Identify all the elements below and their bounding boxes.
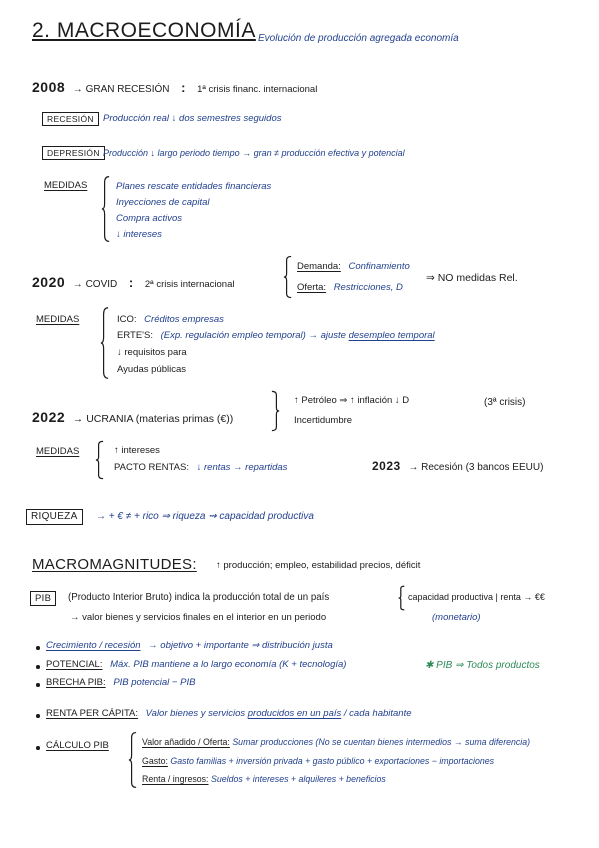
medida-2022-item: ↑ intereses [114, 445, 160, 456]
item-label: PACTO RENTAS: [114, 462, 189, 473]
item-text: (Exp. regulación empleo temporal) → ajuste [160, 330, 346, 341]
crisis-2020-description: 2ª crisis internacional [144, 279, 235, 290]
method-label: Valor añadido / Oferta: [142, 737, 230, 747]
item-text: Créditos empresas [144, 314, 224, 325]
riqueza-text: → + € ≠ + rico ⇒ riqueza ⇝ capacidad productiva [96, 511, 314, 522]
item-highlight: desempleo temporal [348, 330, 435, 341]
medidas-2008-label: MEDIDAS [44, 180, 88, 191]
bullet-text: Valor bienes y servicios [145, 708, 246, 719]
item-text: ↓ rentas → repartidas [196, 462, 288, 473]
bullet-text: PIB potencial − PIB [113, 677, 196, 688]
bullet-brecha [46, 677, 195, 688]
cause-text: Restricciones, D [333, 282, 403, 293]
crisis-2022-note: (3ª crisis) [484, 397, 526, 408]
cause-oferta [297, 282, 403, 293]
bullet-icon [36, 746, 40, 750]
medida-2022-item [114, 462, 287, 473]
cause-label: Demanda: [297, 261, 341, 272]
crisis-2022-effect: Incertidumbre [294, 415, 353, 426]
crisis-2020-event: → COVID [72, 279, 118, 290]
item-label: ERTE'S: [117, 330, 153, 341]
brace-icon [283, 256, 292, 298]
term-depresion: DEPRESIÓN [42, 146, 105, 160]
brace-icon [128, 732, 137, 788]
medida-2008-item: Compra activos [116, 213, 182, 224]
bullet-label: BRECHA PIB: [46, 677, 106, 688]
medidas-2020-label: MEDIDAS [36, 314, 80, 325]
pib-definition: (Producto Interior Bruto) indica la producción total de un país [68, 592, 330, 603]
macromagnitudes-objectives: ↑ producción; empleo, estabilidad precios, déficit [216, 560, 421, 571]
crisis-2020-row [32, 274, 234, 291]
method-label: Renta / ingresos: [142, 774, 209, 784]
term-riqueza: RIQUEZA [26, 509, 83, 525]
medida-2008-item: ↓ intereses [116, 229, 162, 240]
calculo-pib-label: CÁLCULO PIB [46, 740, 109, 751]
brace-icon [101, 176, 110, 242]
bullet-tail: / cada habitante [343, 708, 412, 719]
cause-label: Oferta: [297, 282, 327, 293]
bullet-label: POTENCIAL: [46, 659, 103, 670]
method-text: Sueldos + intereses + alquileres + beneficios [210, 774, 386, 784]
calculo-method-valor-anadido [142, 737, 530, 748]
bullet-text: → objetivo + importante ⇒ distribución justa [148, 640, 333, 651]
bullet-icon [36, 683, 40, 687]
crisis-2008-row [32, 79, 317, 96]
medida-2020-item [117, 314, 224, 325]
crisis-2022-event: → UCRANIA (materias primas (€)) [72, 413, 234, 425]
bullet-icon [36, 714, 40, 718]
cause-text: Confinamiento [348, 261, 410, 272]
brace-icon [271, 391, 280, 431]
bullet-icon [36, 646, 40, 650]
item-label: ICO: [117, 314, 137, 325]
bullet-potencial [46, 659, 346, 670]
bullet-label: RENTA PER CÁPITA: [46, 708, 139, 719]
brace-icon [398, 586, 405, 610]
medida-2008-item: Planes rescate entidades financieras [116, 181, 272, 192]
crisis-2023-row [372, 459, 543, 474]
page-title: 2. MACROECONOMÍA [32, 19, 256, 42]
crisis-2022-row [32, 409, 233, 426]
year-2008: 2008 [32, 79, 66, 95]
section-title-macromagnitudes: MACROMAGNITUDES: [32, 556, 197, 573]
bullet-crecimiento [46, 640, 333, 651]
year-2020: 2020 [32, 274, 66, 290]
crisis-2008-description: 1ª crisis financ. internacional [197, 84, 318, 95]
calculo-method-renta [142, 774, 386, 785]
separator: : [181, 80, 186, 95]
bullet-highlight: producidos en un país [247, 708, 342, 719]
medida-2020-item: Ayudas públicas [117, 364, 187, 375]
term-recesion: RECESIÓN [42, 112, 99, 126]
medida-2020-item [117, 330, 435, 341]
calculo-method-gasto [142, 756, 494, 767]
pib-note: ✱ PIB ⇒ Todos productos [425, 660, 540, 671]
medida-2008-item: Inyecciones de capital [116, 197, 210, 208]
definition-depresion: Producción ↓ largo periodo tiempo → gran ≠ producción efectiva y potencial [103, 148, 405, 158]
crisis-2008-event: → GRAN RECESIÓN [72, 84, 170, 95]
method-label: Gasto: [142, 756, 168, 766]
cause-demanda [297, 261, 410, 272]
medidas-2022-label: MEDIDAS [36, 446, 80, 457]
brace-icon [95, 441, 104, 479]
year-2023: 2023 [372, 459, 401, 473]
term-pib: PIB [30, 591, 56, 606]
bullet-text: Máx. PIB mantiene a lo largo economía (K + tecnología) [110, 659, 347, 670]
medida-2020-item: ↓ requisitos para [117, 347, 187, 358]
definition-recesion: Producción real ↓ dos semestres seguidos [103, 113, 282, 124]
crisis-2023-text: → Recesión (3 bancos EEUU) [408, 462, 544, 473]
method-text: Gasto familias + inversión privada + gasto público + exportaciones − importaciones [170, 756, 495, 766]
bullet-label: Crecimiento / recesión [46, 640, 141, 651]
pib-value-line: → valor bienes y servicios finales en el interior en un periodo [70, 612, 327, 623]
crisis-2020-conclusion: ⇒ NO medidas Rel. [426, 272, 518, 284]
pib-value-note: (monetario) [432, 612, 481, 623]
page-subtitle: Evolución de producción agregada economía [258, 33, 459, 44]
bullet-icon [36, 665, 40, 669]
separator: : [128, 275, 134, 290]
pib-aspects: capacidad productiva | renta → €€ [408, 592, 545, 602]
brace-icon [100, 307, 109, 379]
crisis-2022-effect: ↑ Petróleo ⇒ ↑ inflación ↓ D [294, 395, 410, 406]
method-text: Sumar producciones (No se cuentan bienes intermedios → suma diferencia) [232, 737, 531, 747]
bullet-renta-per-capita [46, 708, 412, 719]
year-2022: 2022 [32, 409, 66, 425]
